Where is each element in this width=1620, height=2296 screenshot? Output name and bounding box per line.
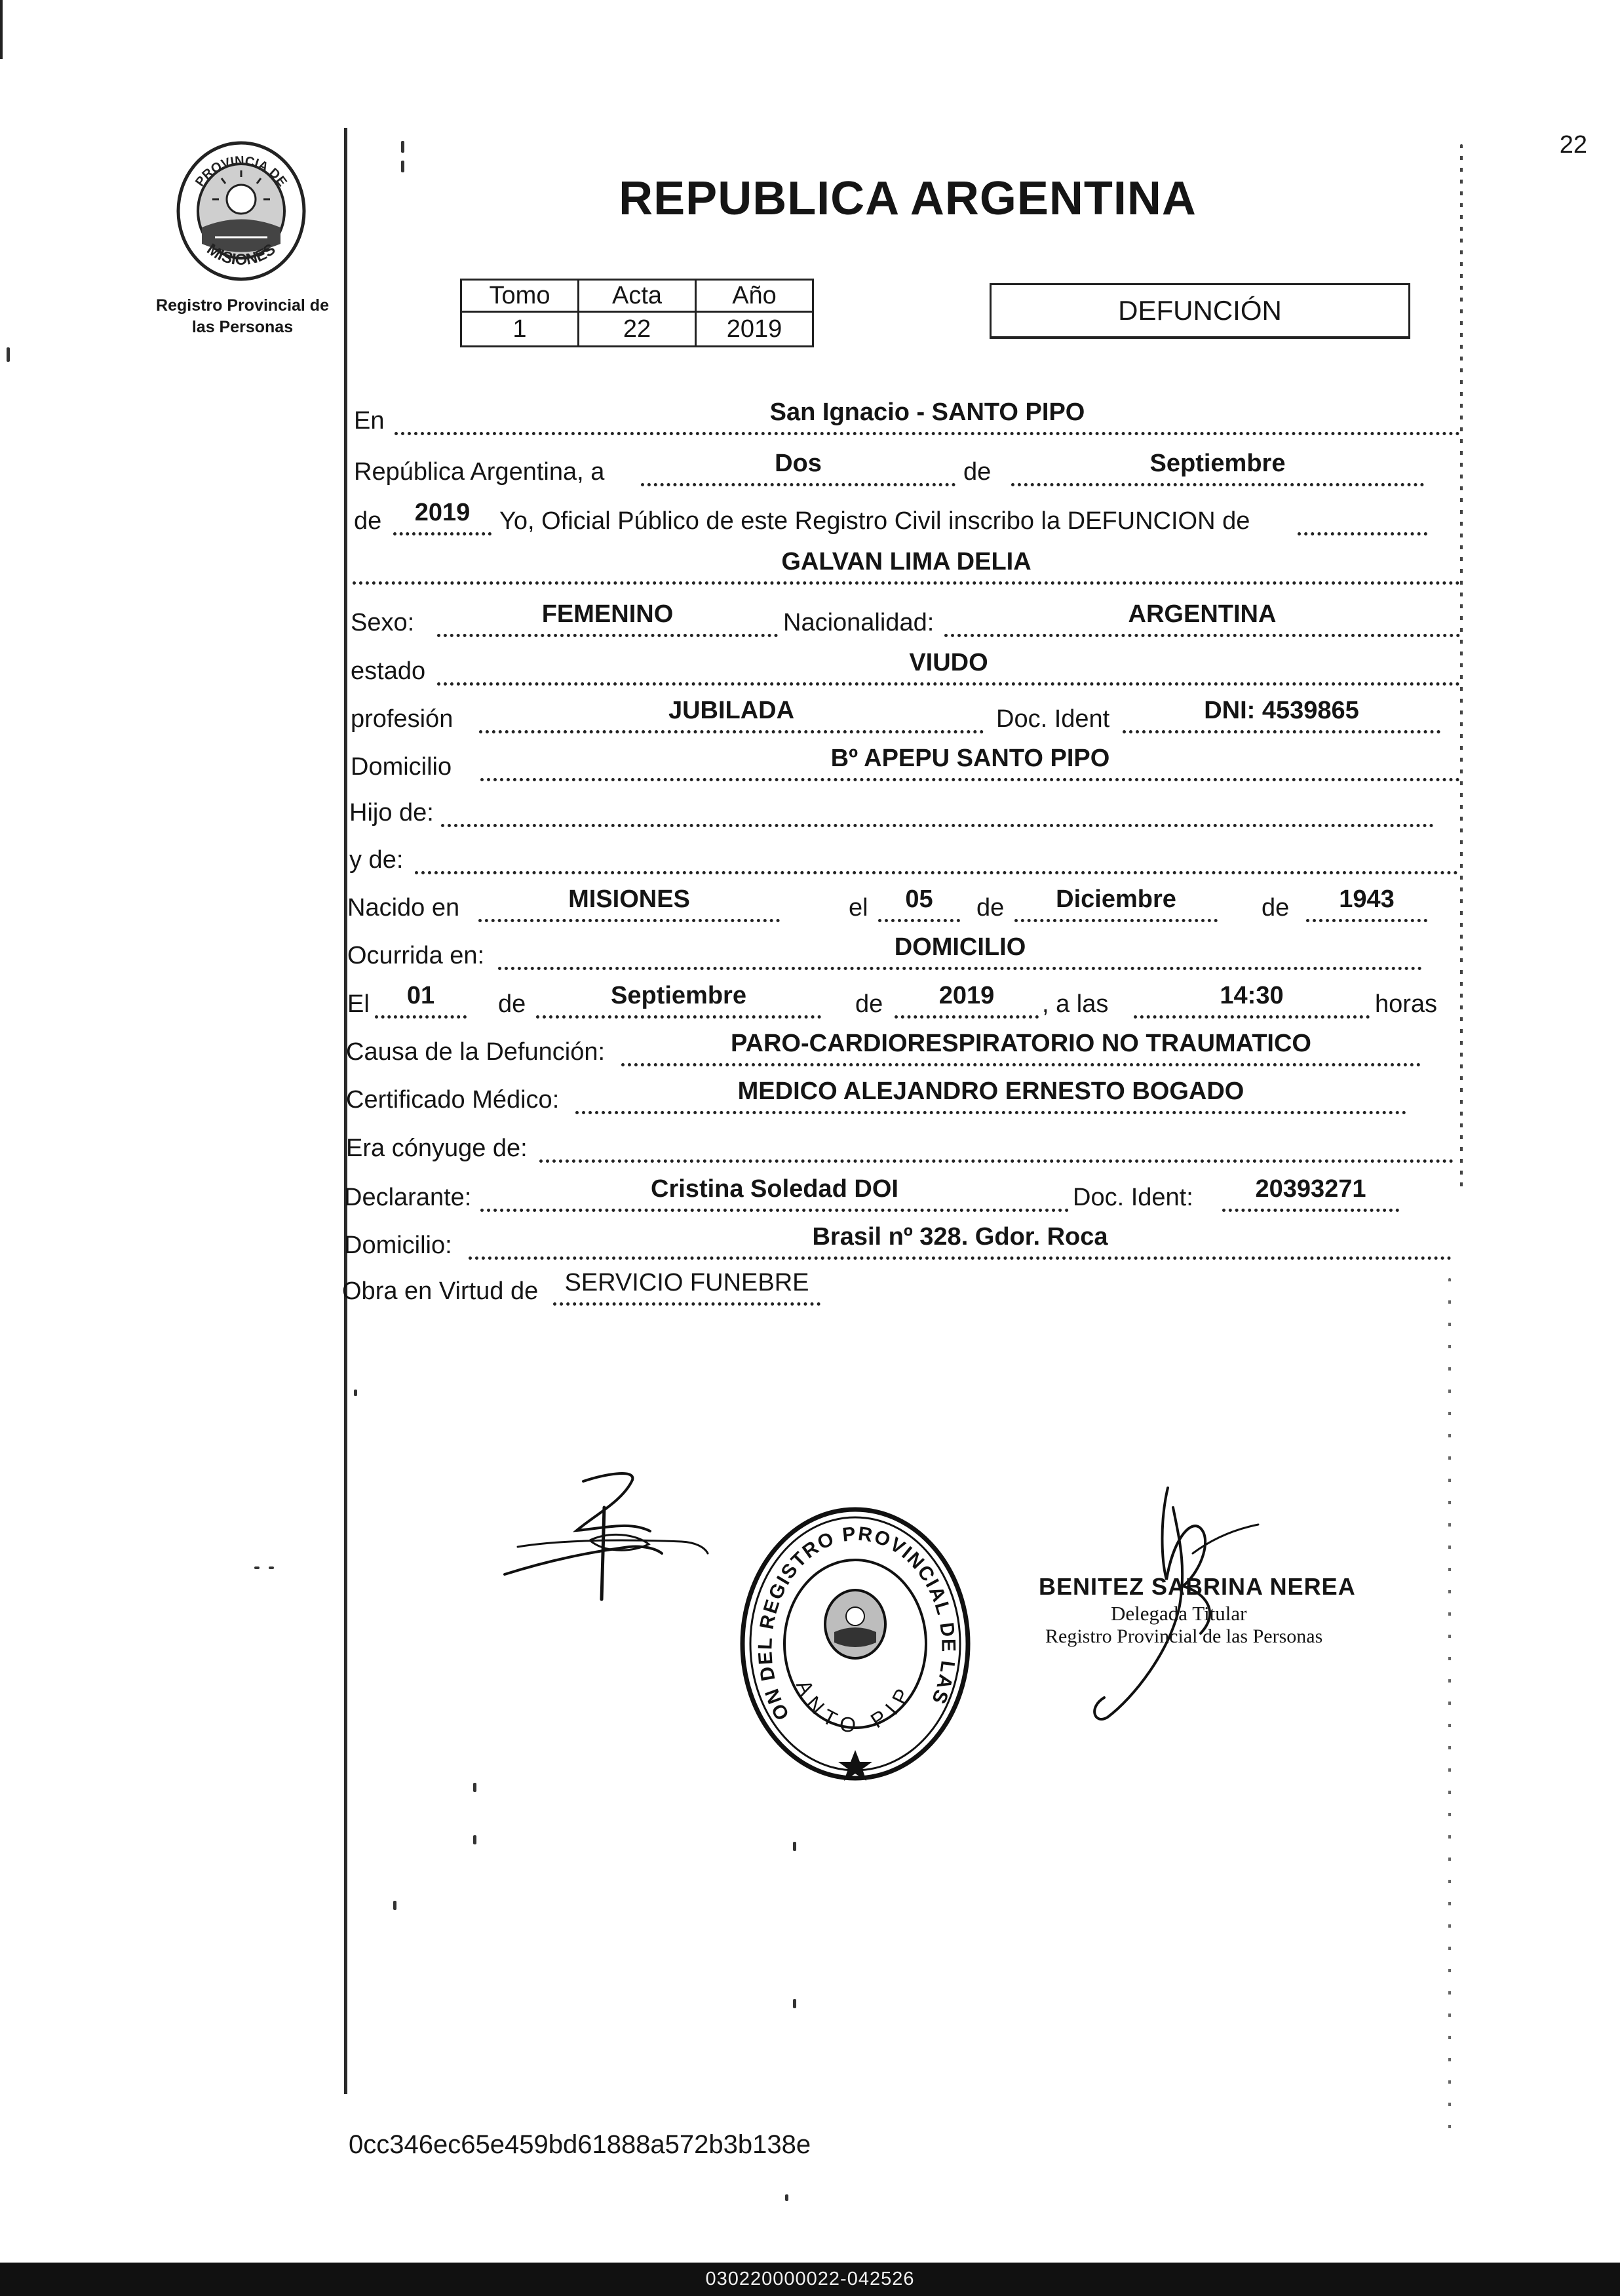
- value-place: San Ignacio - SANTO PIPO: [769, 399, 1085, 426]
- value-civil-status: VIUDO: [909, 649, 988, 676]
- register-value-row: [461, 312, 813, 347]
- seal-emblem-icon: [825, 1590, 885, 1658]
- label-sexo: Sexo:: [351, 609, 415, 636]
- row-year-declaration: [353, 494, 1460, 539]
- field-declarant-address: [469, 1218, 1452, 1260]
- row-spouse: [346, 1121, 1460, 1167]
- field-spouse: [539, 1121, 1454, 1163]
- field-death-time: [1134, 977, 1370, 1019]
- label-domicilio: Domicilio: [351, 753, 452, 781]
- value-doctor: MEDICO ALEJANDRO ERNESTO BOGADO: [737, 1078, 1244, 1105]
- label-estado: estado: [351, 657, 426, 685]
- label-domicilio-declarant: Domicilio:: [344, 1232, 452, 1259]
- label-doc-ident: Doc. Ident: [996, 705, 1110, 733]
- value-sex: FEMENINO: [541, 600, 674, 628]
- field-doctor: [575, 1072, 1406, 1114]
- scan-edge-marks: [1448, 1278, 1451, 2130]
- scan-speck: [785, 2194, 788, 2201]
- row-doctor: [346, 1072, 1460, 1118]
- label-ocurrida-en: Ocurrida en:: [347, 942, 485, 969]
- row-deceased: [353, 543, 1460, 589]
- margin-mark: [0, 0, 3, 59]
- label-nacido-en: Nacido en: [347, 894, 460, 922]
- province-emblem-icon: [169, 139, 313, 283]
- field-month: [1011, 444, 1424, 486]
- value-day: Dos: [775, 450, 822, 477]
- row-profession: [351, 691, 1460, 737]
- value-birth-month: Diciembre: [1056, 885, 1176, 913]
- field-birth-day: [878, 880, 960, 922]
- field-year: [393, 494, 492, 535]
- field-birth-year: [1306, 880, 1427, 922]
- scan-speck: [269, 1566, 274, 1569]
- scan-speck: [401, 141, 404, 153]
- scan-speck: [793, 1999, 796, 2008]
- field-authorization: [553, 1264, 820, 1306]
- row-sex-nationality: [351, 595, 1460, 641]
- label-conyuge: Era cónyuge de:: [346, 1135, 528, 1162]
- record-type-box: [990, 283, 1410, 339]
- field-father: [441, 785, 1434, 827]
- field-nationality: [944, 595, 1460, 637]
- value-death-day: 01: [406, 982, 435, 1009]
- row-father: [349, 785, 1460, 831]
- row-death-place: [347, 928, 1460, 974]
- scan-speck: [793, 1842, 796, 1851]
- register-header-anio: Año: [696, 280, 813, 312]
- label-hijo-de: Hijo de:: [349, 799, 434, 827]
- row-mother: [349, 832, 1460, 878]
- value-declarant: Cristina Soledad DOI: [651, 1175, 898, 1203]
- value-death-place: DOMICILIO: [894, 933, 1026, 961]
- label-declaration: Yo, Oficial Público de este Registro Civil inscribo la DEFUNCION de: [499, 507, 1250, 535]
- value-birth-day: 05: [905, 885, 933, 913]
- field-cause: [621, 1024, 1421, 1066]
- register-value-tomo: 1: [461, 312, 579, 347]
- label-doc-ident-declarant: Doc. Ident:: [1073, 1184, 1193, 1211]
- scan-speck: [254, 1566, 260, 1569]
- register-header-tomo: Tomo: [461, 280, 579, 312]
- label-en: En: [354, 407, 385, 435]
- scan-speck: [401, 161, 404, 172]
- agency-name: [131, 295, 354, 338]
- official-signature-block: [1039, 1573, 1379, 1648]
- field-declarant-document: [1222, 1170, 1399, 1212]
- value-death-year: 2019: [938, 982, 995, 1009]
- registry-seal: [724, 1487, 986, 1801]
- svg-text:MISIONES: MISIONES: [203, 240, 279, 269]
- scan-edge-marks: [1460, 144, 1463, 1193]
- value-authorization: SERVICIO FUNEBRE: [564, 1269, 809, 1296]
- value-declarant-document: 20393271: [1255, 1175, 1366, 1203]
- label-declarante: Declarante:: [344, 1184, 472, 1211]
- label-de-month: de: [963, 458, 992, 486]
- agency-name-line1: Registro Provincial de: [156, 296, 329, 315]
- official-title: Delegada Titular: [1111, 1602, 1247, 1625]
- label-el: El: [347, 990, 370, 1018]
- label-de-death-year: de: [855, 990, 883, 1018]
- row-death-date: [347, 977, 1460, 1022]
- scan-speck: [473, 1835, 476, 1844]
- row-authorization: [342, 1264, 1460, 1310]
- field-civil-status: [437, 644, 1460, 686]
- svg-text:SANTO PIPO: ANTO PIP: [791, 1676, 918, 1738]
- record-type: DEFUNCIÓN: [1118, 295, 1282, 326]
- label-de-death-month: de: [498, 990, 526, 1018]
- scan-speck: [7, 347, 10, 362]
- field-birth-place: [478, 880, 780, 922]
- field-declarant: [480, 1170, 1069, 1212]
- label-nacionalidad: Nacionalidad:: [783, 609, 935, 636]
- value-birth-year: 1943: [1339, 885, 1395, 913]
- scan-speck: [354, 1390, 357, 1396]
- field-profession: [479, 691, 984, 733]
- barcode-strip: [0, 2263, 1620, 2296]
- field-birth-month: [1014, 880, 1218, 922]
- scan-speck: [393, 1901, 396, 1910]
- field-declaration-tail: [1298, 494, 1427, 535]
- field-death-day: [375, 977, 467, 1019]
- register-header-acta: Acta: [579, 280, 696, 312]
- register-table: [460, 279, 814, 347]
- svg-text:PROVINCIA DE: PROVINCIA DE: [193, 153, 290, 189]
- value-year: 2019: [414, 499, 471, 526]
- row-declarant-address: [344, 1218, 1460, 1264]
- row-birth: [347, 880, 1460, 926]
- row-address: [351, 739, 1460, 785]
- row-date: [353, 444, 1460, 490]
- label-de-year: de: [354, 507, 382, 535]
- field-mother: [415, 832, 1458, 874]
- label-profesion: profesión: [351, 705, 453, 733]
- row-cause: [346, 1024, 1460, 1070]
- value-birth-place: MISIONES: [568, 885, 690, 913]
- label-causa: Causa de la Defunción:: [346, 1038, 606, 1066]
- field-address: [480, 739, 1460, 781]
- value-document: DNI: 4539865: [1204, 697, 1359, 724]
- page-number: 22: [1559, 131, 1587, 159]
- agency-name-line2: las Personas: [191, 318, 294, 336]
- label-de-birth-month: de: [976, 894, 1005, 922]
- field-death-year: [895, 977, 1039, 1019]
- register-header-row: [461, 280, 813, 312]
- label-republica: República Argentina, a: [354, 458, 605, 486]
- label-de-birth-year: de: [1262, 894, 1290, 922]
- register-value-anio: 2019: [696, 312, 813, 347]
- document-hash: 0cc346ec65e459bd61888a572b3b138e: [349, 2130, 811, 2159]
- field-death-place: [498, 928, 1422, 970]
- row-declarant: [344, 1170, 1460, 1216]
- value-deceased: GALVAN LIMA DELIA: [781, 548, 1032, 575]
- official-organization: Registro Provincial de las Personas: [1045, 1625, 1323, 1647]
- field-deceased: [353, 543, 1460, 585]
- field-document: [1123, 691, 1440, 733]
- row-civil-status: [351, 644, 1460, 690]
- label-el-lower: el: [849, 894, 868, 922]
- value-death-month: Septiembre: [611, 982, 746, 1009]
- row-place: [353, 393, 1460, 439]
- barcode-text: 030220000022-042526: [705, 2268, 915, 2289]
- field-day: [641, 444, 955, 486]
- label-y-de: y de:: [349, 846, 404, 874]
- value-nationality: ARGENTINA: [1128, 600, 1277, 628]
- label-certificado: Certificado Médico:: [346, 1086, 560, 1114]
- scan-speck: [473, 1783, 476, 1792]
- value-month: Septiembre: [1149, 450, 1286, 477]
- signature-left: [498, 1468, 714, 1639]
- field-place: [395, 393, 1460, 435]
- label-horas: horas: [1375, 990, 1438, 1018]
- label-obra: Obra en Virtud de: [342, 1277, 539, 1305]
- register-value-acta: 22: [579, 312, 696, 347]
- field-death-month: [536, 977, 821, 1019]
- document-title: REPUBLICA ARGENTINA: [619, 172, 1197, 225]
- value-cause: PARO-CARDIORESPIRATORIO NO TRAUMATICO: [731, 1030, 1311, 1057]
- value-death-time: 14:30: [1220, 982, 1284, 1009]
- value-declarant-address: Brasil nº 328. Gdor. Roca: [812, 1223, 1108, 1251]
- field-sex: [437, 595, 778, 637]
- label-a-las: , a las: [1042, 990, 1109, 1018]
- value-profession: JUBILADA: [668, 697, 795, 724]
- official-name: BENITEZ SABRINA NEREA: [1039, 1573, 1356, 1600]
- value-address: Bº APEPU SANTO PIPO: [830, 745, 1110, 772]
- svg-text:DELEGACION DEL REGISTRO PROVIN: ON DEL REGISTRO PROVINCIAL DE LAS: [754, 1523, 959, 1724]
